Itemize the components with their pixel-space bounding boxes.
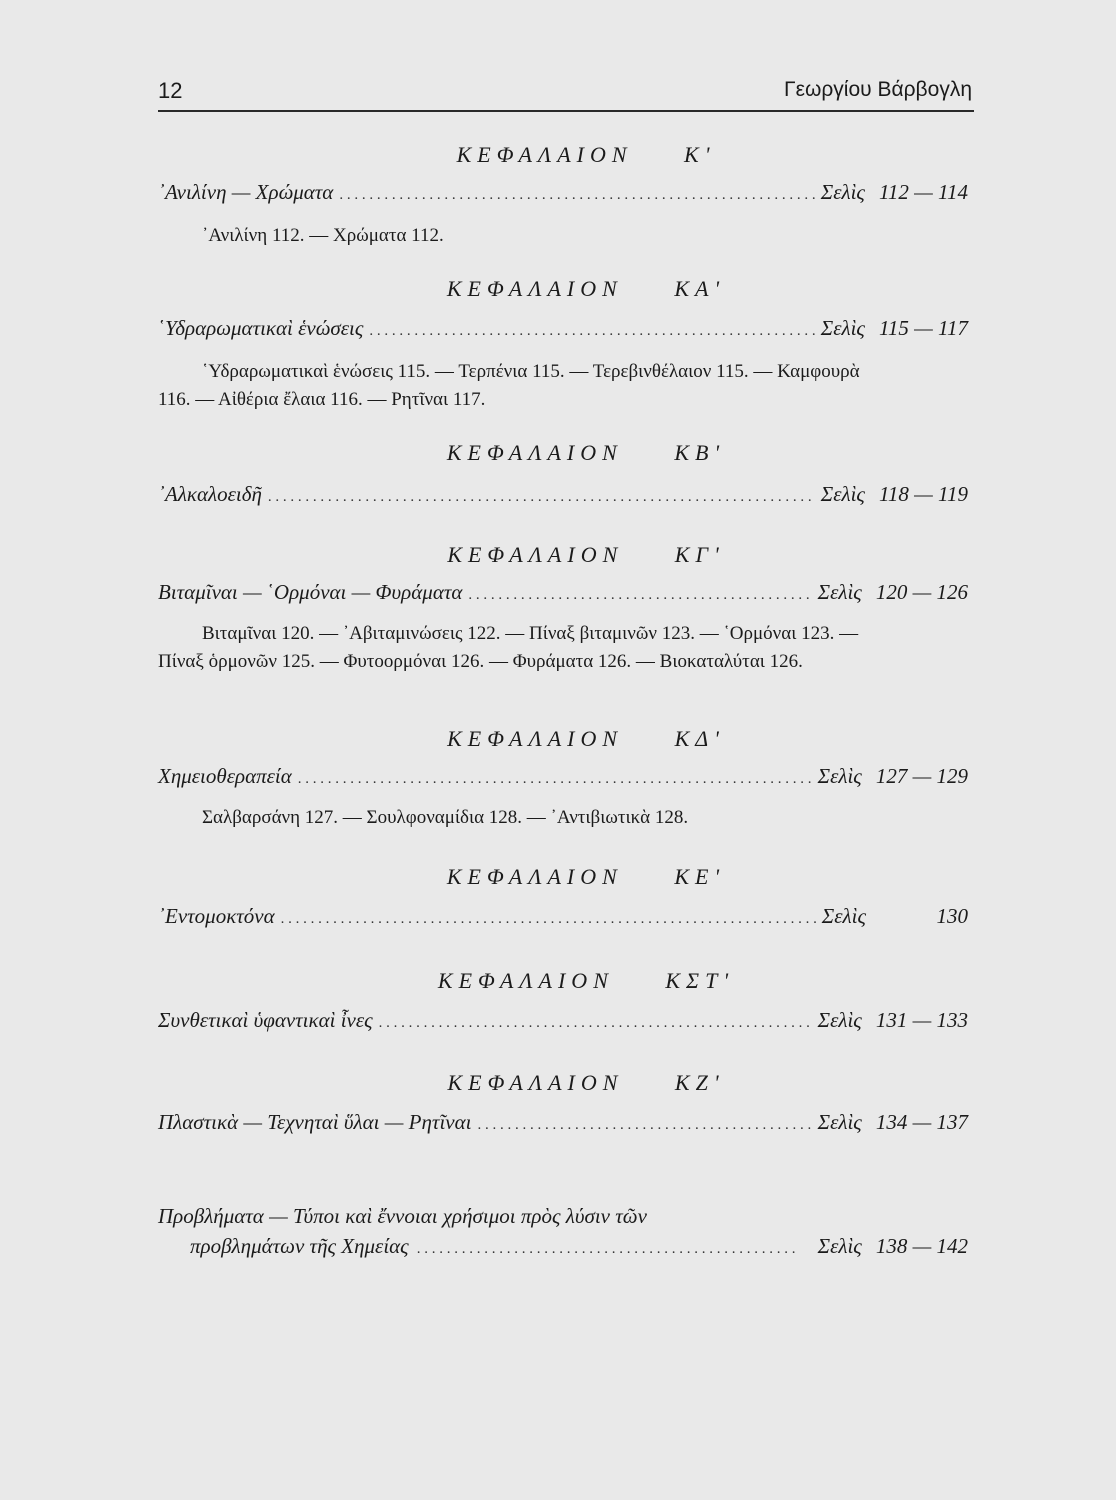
chapter-numeral: ΚΒ' [674,440,726,465]
entry-title: ῾Υδραρωματικαὶ ἑνώσεις [158,316,364,340]
page-number: 12 [158,78,183,103]
page-label: Σελὶς [817,580,862,604]
chapter-word: ΚΕΦΑΛΑΙΟΝ [447,726,624,751]
page-label: Σελὶς [820,180,865,204]
chapter-numeral: ΚΓ' [674,542,725,567]
chapter-word: ΚΕΦΑΛΑΙΟΝ [446,276,623,301]
chapter-heading-kd [158,726,974,752]
chapter-numeral: ΚΖ' [674,1070,725,1095]
page-range: 120 — 126 [875,580,968,604]
chapter-heading-kz [158,1070,974,1096]
chapter-heading-kst [158,968,974,994]
toc-entry-kb [158,482,968,510]
page-label: Σελὶς [817,764,862,788]
toc-entry-ka [158,316,968,344]
chapter-word: ΚΕΦΑΛΑΙΟΝ [447,542,624,567]
chapter-heading-kg [158,542,974,568]
entry-title-line2: προβλημάτων τῆς Χημείας [190,1234,409,1258]
toc-entry-kd [158,764,968,792]
chapter-numeral: ΚΔ' [674,726,725,751]
chapter-numeral: ΚΕ' [674,864,726,889]
dot-leader [268,489,815,506]
chapter-numeral: ΚΣΤ' [665,968,735,993]
toc-entry-ke [158,904,968,932]
page-label: Σελὶς [817,1008,862,1032]
dot-leader [339,187,814,204]
entry-title: ᾿Εντομοκτόνα [158,904,275,928]
page-label: Σελὶς [817,1110,862,1134]
entry-title: ᾿Αλκαλοειδῆ [158,482,262,506]
entry-title: Συνθετικαὶ ὑφαντικαὶ ἶνες [158,1008,373,1032]
chapter-heading-ka [158,276,974,302]
chapter-word: ΚΕΦΑΛΑΙΟΝ [446,440,623,465]
entry-title: Βιταμῖναι — ῾Ορμόναι — Φυράματα [158,580,463,604]
entry-subtopics-kd: Σαλβαρσάνη 127. — Σουλφοναμίδια 128. — ᾿Αντιβιωτικὰ 128. [202,807,689,828]
chapter-numeral: Κ' [684,142,716,167]
entry-subtopics-ka: ῾Υδραρωματικαὶ ἑνώσεις 115. — Τερπένια 115. — Τερεβινθέλαιον 115. — Καμφουρὰ 116. — Αἰθέρια ἔλαια 116. — Ρητῖναι 117. [158,361,860,410]
entry-title: ᾿Ανιλίνη — Χρώματα [158,180,334,204]
entry-subtopics-kg: Βιταμῖναι 120. — ᾿Αβιταμινώσεις 122. — Πίναξ βιταμινῶν 123. — ῾Ορμόναι 123. — Πίναξ ὁρμονῶν 125. — Φυτοορμόναι 126. — Φυράματα 126. — Βιοκαταλύται 126. [158,623,859,672]
dot-leader [379,1015,812,1032]
entry-subtopics-k: ᾿Ανιλίνη 112. — Χρώματα 112. [202,225,444,246]
dot-leader [468,587,811,604]
toc-entry-kz [158,1110,968,1138]
page-range: 115 — 117 [878,316,968,340]
entry-title-line2-row [158,1234,968,1264]
chapter-heading-kb [158,440,974,466]
page-label: Σελὶς [820,482,865,506]
chapter-word: ΚΕΦΑΛΑΙΟΝ [446,864,623,889]
entry-title: Χημειοθεραπεία [158,764,292,788]
chapter-heading-k [158,142,974,168]
page-label: Σελὶς [821,904,866,928]
dot-leader [281,911,816,928]
entry-title-line1: Προβλήματα — Τύποι καὶ ἔννοιαι χρήσιμοι πρὸς λύσιν τῶν [158,1204,647,1228]
page-range: 112 — 114 [878,180,968,204]
page-range: 138 — 142 [875,1234,968,1258]
page-range: 131 — 133 [875,1008,968,1032]
chapter-heading-ke [158,864,974,890]
page-range: 118 — 119 [878,482,968,506]
chapter-numeral: ΚΑ' [674,276,726,301]
dot-leader [369,323,814,340]
toc-entry-kg [158,580,968,608]
dot-leader [477,1117,811,1134]
chapter-word: ΚΕΦΑΛΑΙΟΝ [447,1070,624,1095]
page-label: Σελὶς [820,316,865,340]
chapter-word: ΚΕΦΑΛΑΙΟΝ [437,968,614,993]
page-range: 127 — 129 [875,764,968,788]
toc-entry-problems [158,1204,968,1264]
toc-entry-k [158,180,968,208]
dot-leader [298,771,812,788]
toc-entry-kst [158,1008,968,1036]
page-range: 134 — 137 [875,1110,968,1134]
page-header [158,76,974,112]
entry-title: Πλαστικὰ — Τεχνηταὶ ὕλαι — Ρητῖναι [158,1110,472,1134]
chapter-word: ΚΕΦΑΛΑΙΟΝ [456,142,633,167]
page-range: 130 [936,904,968,928]
page-label: Σελὶς [817,1234,862,1258]
dot-leader [417,1241,810,1258]
running-head: Γεωργίου Βάρβογλη [784,78,972,101]
